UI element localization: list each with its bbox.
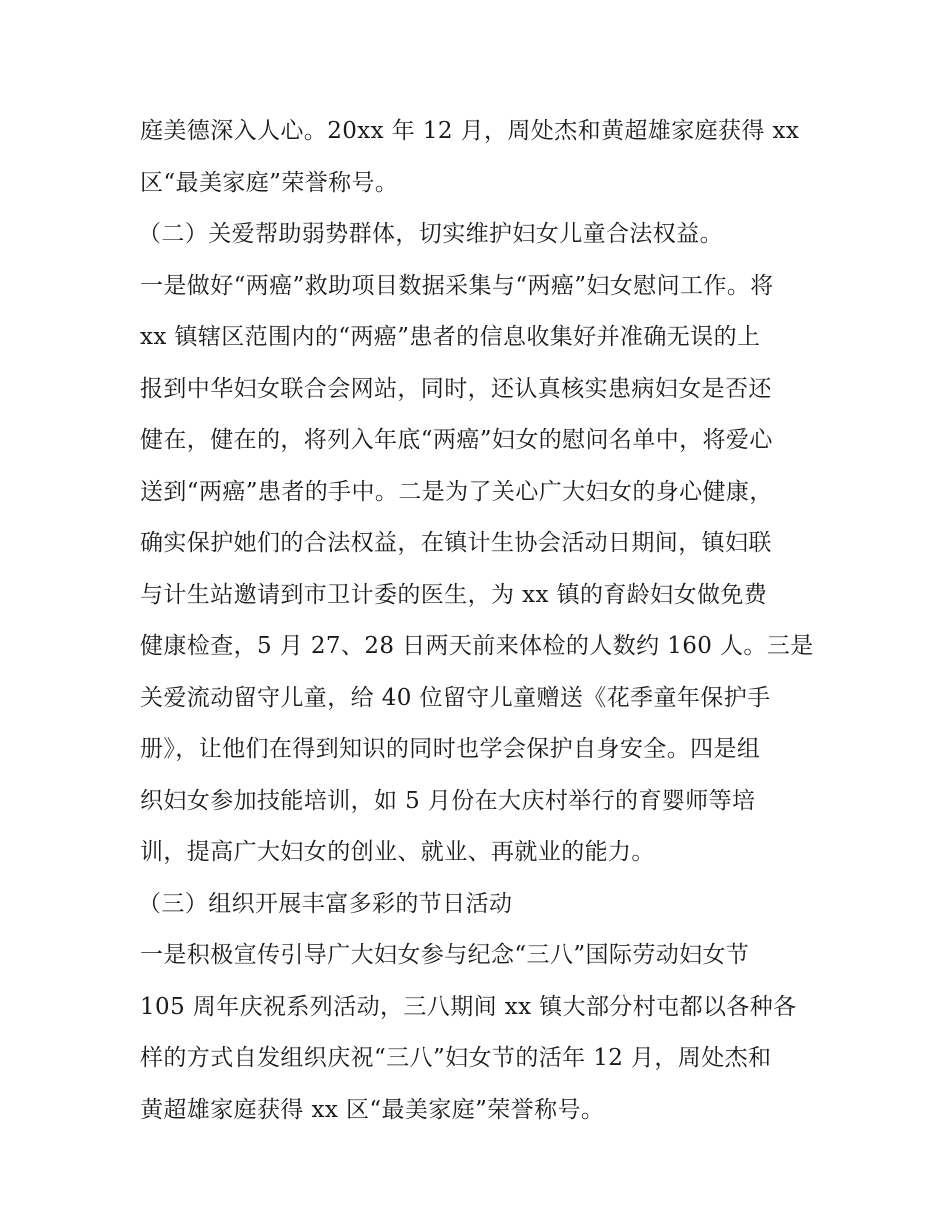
text-line: xx 镇辖区范围内的“两癌”患者的信息收集好并准确无误的上: [140, 324, 761, 350]
text-line: 织妇女参加技能培训，如 5 月份在大庆村举行的育婴师等培: [140, 787, 756, 814]
section-heading: （三）组织开展丰富多彩的节日活动: [138, 890, 513, 917]
text-line: 一是积极宣传引导广大妇女参与纪念“三八”国际劳动妇女节: [140, 942, 750, 968]
text-line: 健康检查，5 月 27、28 日两天前来体检的人数约 160 人。三是: [140, 633, 814, 659]
text-line: 105 周年庆祝系列活动，三八期间 xx 镇大部分村屯都以各种各: [140, 993, 797, 1020]
text-line: 庭美德深入人心。20xx 年 12 月，周处杰和黄超雄家庭获得 xx: [140, 118, 800, 144]
text-line: 关爱流动留守儿童，给 40 位留守儿童赠送《花季童年保护手: [140, 684, 771, 711]
text-line: 区“最美家庭”荣誉称号。: [140, 169, 399, 196]
text-line: 样的方式自发组织庆祝“三八”妇女节的活年 12 月，周处杰和: [140, 1045, 772, 1071]
text-line: 确实保护她们的合法权益，在镇计生协会活动日期间，镇妇联: [140, 530, 772, 556]
text-line: 送到“两癌”患者的手中。二是为了关心广大妇女的身心健康，: [140, 478, 773, 505]
text-line: 黄超雄家庭获得 xx 区“最美家庭”荣誉称号。: [140, 1096, 605, 1123]
text-line: 一是做好“两癌”救助项目数据采集与“两癌”妇女慰问工作。将: [140, 272, 774, 299]
text-line: 训，提高广大妇女的创业、就业、再就业的能力。: [140, 839, 655, 865]
text-line: 册》，让他们在得到知识的同时也学会保护自身安全。四是组: [140, 736, 761, 762]
section-heading: （二）关爱帮助弱势群体，切实维护妇女儿童合法权益。: [138, 221, 723, 247]
document-body: [140, 106, 830, 1136]
text-line: 与计生站邀请到市卫计委的医生，为 xx 镇的育龄妇女做免费: [140, 581, 768, 608]
text-line: 报到中华妇女联合会网站，同时，还认真核实患病妇女是否还: [140, 375, 772, 402]
text-line: 健在，健在的，将列入年底“两癌”妇女的慰问名单中，将爱心: [140, 427, 773, 453]
